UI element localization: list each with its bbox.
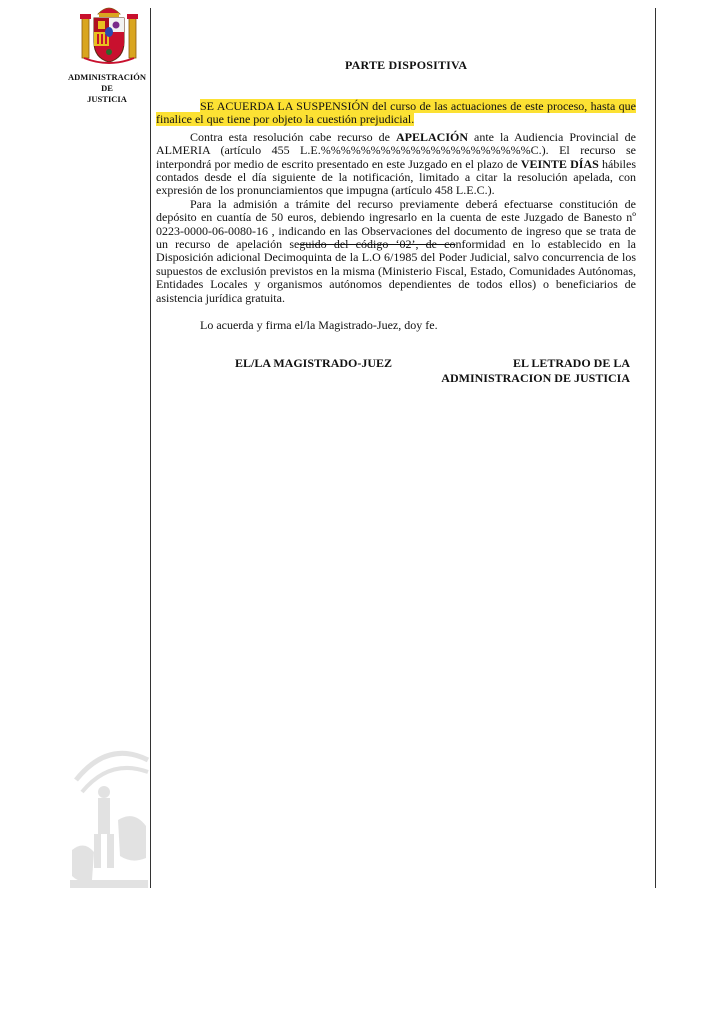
suspension-heading: SE ACUERDA LA SUSPENSIÓN: [200, 99, 369, 113]
highlighted-text: [156, 99, 636, 126]
deposit-text-b: nformidad en lo establecido en la Disposición adicional Decimoquinta de la L.O 6/1985 del Poder Judicial, salvo concurrencia de los supuestos de exclusión previstos en la misma (Ministerio Fiscal, Estado, Comunidades Autónomas, Entidades Locales y organismos autónomos dependientes de todos ellos) o beneficiarios de asistencia jurídica gratuita.: [156, 237, 637, 305]
letrado-line-1: EL LETRADO DE LA: [512, 356, 630, 370]
left-margin-rule: [150, 8, 151, 888]
letrado-signature: [441, 356, 630, 386]
judge-signature: EL/LA MAGISTRADO-JUEZ: [235, 356, 393, 370]
right-margin-rule: [655, 8, 656, 888]
suspension-paragraph: [156, 100, 636, 127]
deposit-text-a: Para la admisión a trámite del recurso previamente deberá efectuarse constitución de depósito en cuantía de 50 euros, debiendo ingresarlo en la cuenta de este Juzgado de Banesto nº 0223-0000-06-0080-16 , indicando en las Observaciones del documento de ingreso que se trata de un recurso de apelación se: [156, 196, 636, 252]
issuing-authority: [60, 72, 154, 105]
authority-line-3: JUSTICIA: [87, 94, 127, 104]
suspension-text: del curso de las actuaciones de este proceso, hasta que finalice el que tiene por objeto la cuestión prejudicial.: [156, 99, 636, 127]
watermark-emblem-icon: [68, 740, 150, 890]
signature-statement: Lo acuerda y firma el/la Magistrado-Juez, doy fe.: [200, 318, 438, 333]
document-title: PARTE DISPOSITIVA: [345, 58, 468, 72]
coat-of-arms-icon: [78, 2, 140, 68]
appeal-text-a: Contra esta resolución cabe recurso de: [190, 129, 396, 144]
resolution-body: [156, 100, 636, 333]
letrado-line-2: ADMINISTRACION DE JUSTICIA: [441, 371, 630, 385]
appeal-text-b: ante la Audiencia Provincial de ALMERIA (artículo 455 L.E.%%%%%%%%%%%%%%%%%%%%%C.). El recurso se interpondrá por medio de escrito presentado en este Juzgado en el plazo de: [156, 129, 636, 171]
authority-line-2: DE: [101, 83, 113, 93]
appeal-paragraph: [156, 131, 636, 198]
appeal-type: APELACIÓN: [395, 129, 468, 144]
authority-line-1: ADMINISTRACIÓN: [68, 72, 146, 82]
appeal-deadline: VEINTE DÍAS: [520, 156, 599, 171]
appeal-text-c: hábiles contados desde el día siguiente de la notificación, limitado a citar la resolución apelada, con expresión de los pronunciamientos que impugna (artículo 458 L.E.C.).: [156, 156, 636, 198]
deposit-paragraph: [156, 198, 636, 305]
struck-text: guido del código ‘02’, de co: [299, 237, 456, 252]
